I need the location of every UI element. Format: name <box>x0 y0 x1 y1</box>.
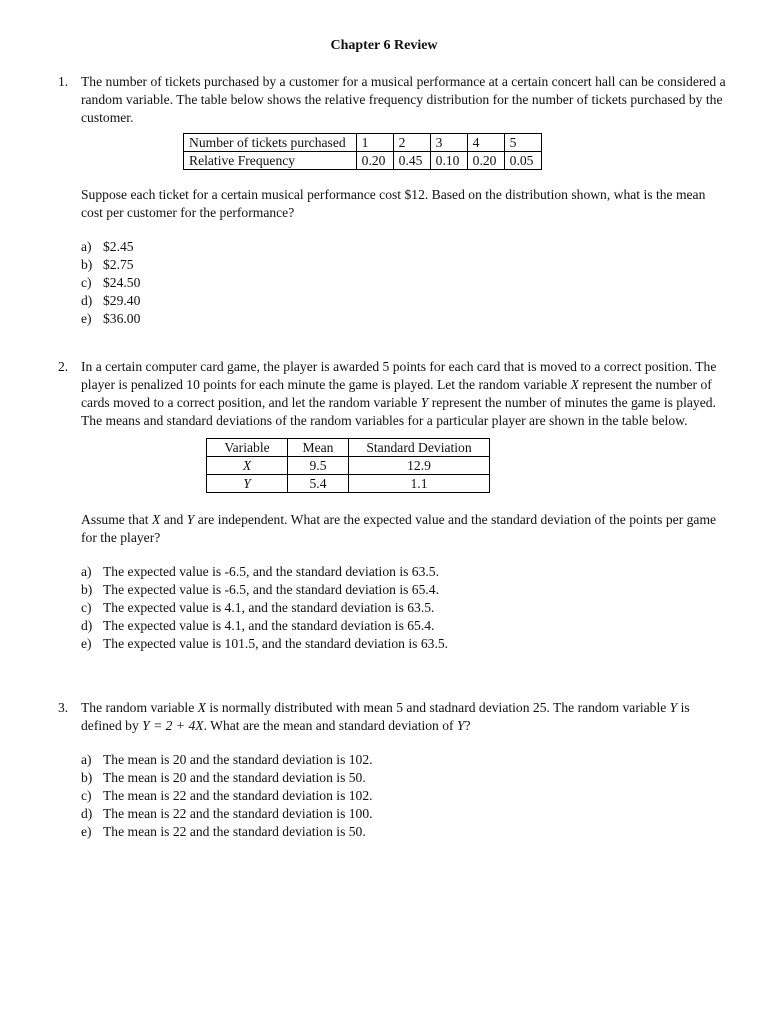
question-text: In a certain computer card game, the player is awarded 5 points for each card that is moved to a correct position. The player is penalized 10 points for each minute the game is played. Let the random variable X represent the number of cards moved to a correct position, and let the random variable Y represent the number of minutes the game is played. The means and standard deviations of the random variables for a particular player are shown in the table below. <box>81 359 717 428</box>
table-row <box>207 475 490 493</box>
choice-text: The mean is 20 and the standard deviation is 50. <box>103 770 366 785</box>
answer-choice[interactable] <box>81 581 730 599</box>
choice-letter: b) <box>81 582 93 597</box>
table-cell: Number of tickets purchased <box>184 134 357 152</box>
question-number: 1. <box>58 74 69 89</box>
table-cell: X <box>207 457 288 475</box>
choice-letter: c) <box>81 600 92 615</box>
table-row <box>207 457 490 475</box>
question-number: 2. <box>58 359 69 374</box>
choice-text: $2.75 <box>103 257 134 272</box>
table-cell: 1.1 <box>349 475 490 493</box>
question-text: The random variable X is normally distributed with mean 5 and stadnard deviation 25. The random variable Y is defined by Y = 2 + 4X. What are the mean and standard deviation of Y? <box>81 700 690 733</box>
answer-choice[interactable] <box>81 787 730 805</box>
choice-letter: c) <box>81 788 92 803</box>
table-cell: 9.5 <box>288 457 349 475</box>
table-cell: Relative Frequency <box>184 152 357 170</box>
table-cell: 3 <box>430 134 467 152</box>
answer-choice[interactable] <box>81 805 730 823</box>
table-cell: 5.4 <box>288 475 349 493</box>
equation: Y = 2 + 4X <box>142 718 204 733</box>
choice-text: The expected value is -6.5, and the standard deviation is 63.5. <box>103 564 439 579</box>
answer-choice[interactable] <box>81 274 730 292</box>
answer-choices <box>81 751 730 841</box>
question-text: The number of tickets purchased by a customer for a musical performance at a certain concert hall can be considered a random variable. The table below shows the relative frequency distribution for the number of tickets purchased by the customer. <box>81 74 726 125</box>
answer-choice[interactable] <box>81 769 730 787</box>
table-cell: 4 <box>467 134 504 152</box>
choice-letter: c) <box>81 275 92 290</box>
table-header: Variable <box>207 439 288 457</box>
choice-letter: a) <box>81 752 92 767</box>
choice-letter: e) <box>81 311 92 326</box>
table-header: Standard Deviation <box>349 439 490 457</box>
page-title: Chapter 6 Review <box>330 38 438 53</box>
choice-letter: d) <box>81 806 93 821</box>
choice-text: The expected value is -6.5, and the standard deviation is 65.4. <box>103 582 439 597</box>
answer-choice[interactable] <box>81 310 730 328</box>
choice-letter: e) <box>81 636 92 651</box>
choice-letter: b) <box>81 770 93 785</box>
answer-choice[interactable] <box>81 617 730 635</box>
table-header: Mean <box>288 439 349 457</box>
choice-letter: a) <box>81 239 92 254</box>
table-cell: 1 <box>356 134 393 152</box>
question-number: 3. <box>58 700 69 715</box>
table-cell: 0.45 <box>393 152 430 170</box>
choice-letter: b) <box>81 257 93 272</box>
table-cell: Y <box>207 475 288 493</box>
choice-text: $36.00 <box>103 311 141 326</box>
answer-choice[interactable] <box>81 751 730 769</box>
frequency-table <box>183 133 542 170</box>
choice-text: The expected value is 101.5, and the standard deviation is 63.5. <box>103 636 449 651</box>
table-row <box>184 152 542 170</box>
variables-table <box>206 438 490 493</box>
choice-text: The mean is 22 and the standard deviation is 100. <box>103 806 373 821</box>
answer-choice[interactable] <box>81 292 730 310</box>
table-cell: 2 <box>393 134 430 152</box>
answer-choice[interactable] <box>81 635 730 653</box>
table-cell: 0.20 <box>356 152 393 170</box>
choice-text: The mean is 20 and the standard deviation is 102. <box>103 752 373 767</box>
choice-text: The mean is 22 and the standard deviation is 50. <box>103 824 366 839</box>
choice-letter: d) <box>81 293 93 308</box>
question-2 <box>58 358 730 653</box>
answer-choice[interactable] <box>81 599 730 617</box>
choice-text: $24.50 <box>103 275 141 290</box>
choice-text: $2.45 <box>103 239 134 254</box>
table-cell: 12.9 <box>349 457 490 475</box>
answer-choices <box>81 563 730 653</box>
answer-choice[interactable] <box>81 823 730 841</box>
table-cell: 0.05 <box>504 152 541 170</box>
choice-letter: e) <box>81 824 92 839</box>
question-1 <box>58 73 730 328</box>
table-header-row <box>207 439 490 457</box>
choice-text: The expected value is 4.1, and the standard deviation is 63.5. <box>103 600 435 615</box>
answer-choice[interactable] <box>81 563 730 581</box>
table-cell: 0.10 <box>430 152 467 170</box>
choice-text: $29.40 <box>103 293 141 308</box>
choice-text: The expected value is 4.1, and the standard deviation is 65.4. <box>103 618 435 633</box>
question-prompt: Suppose each ticket for a certain musical performance cost $12. Based on the distribution shown, what is the mean cost per customer for the performance? <box>81 187 706 220</box>
answer-choices <box>81 238 730 328</box>
choice-letter: d) <box>81 618 93 633</box>
table-cell: 0.20 <box>467 152 504 170</box>
table-row <box>184 134 542 152</box>
question-prompt: Assume that X and Y are independent. What are the expected value and the standard deviation of the points per game for the player? <box>81 512 717 545</box>
table-cell: 5 <box>504 134 541 152</box>
answer-choice[interactable] <box>81 256 730 274</box>
choice-text: The mean is 22 and the standard deviation is 102. <box>103 788 373 803</box>
question-3 <box>58 699 730 841</box>
choice-letter: a) <box>81 564 92 579</box>
answer-choice[interactable] <box>81 238 730 256</box>
